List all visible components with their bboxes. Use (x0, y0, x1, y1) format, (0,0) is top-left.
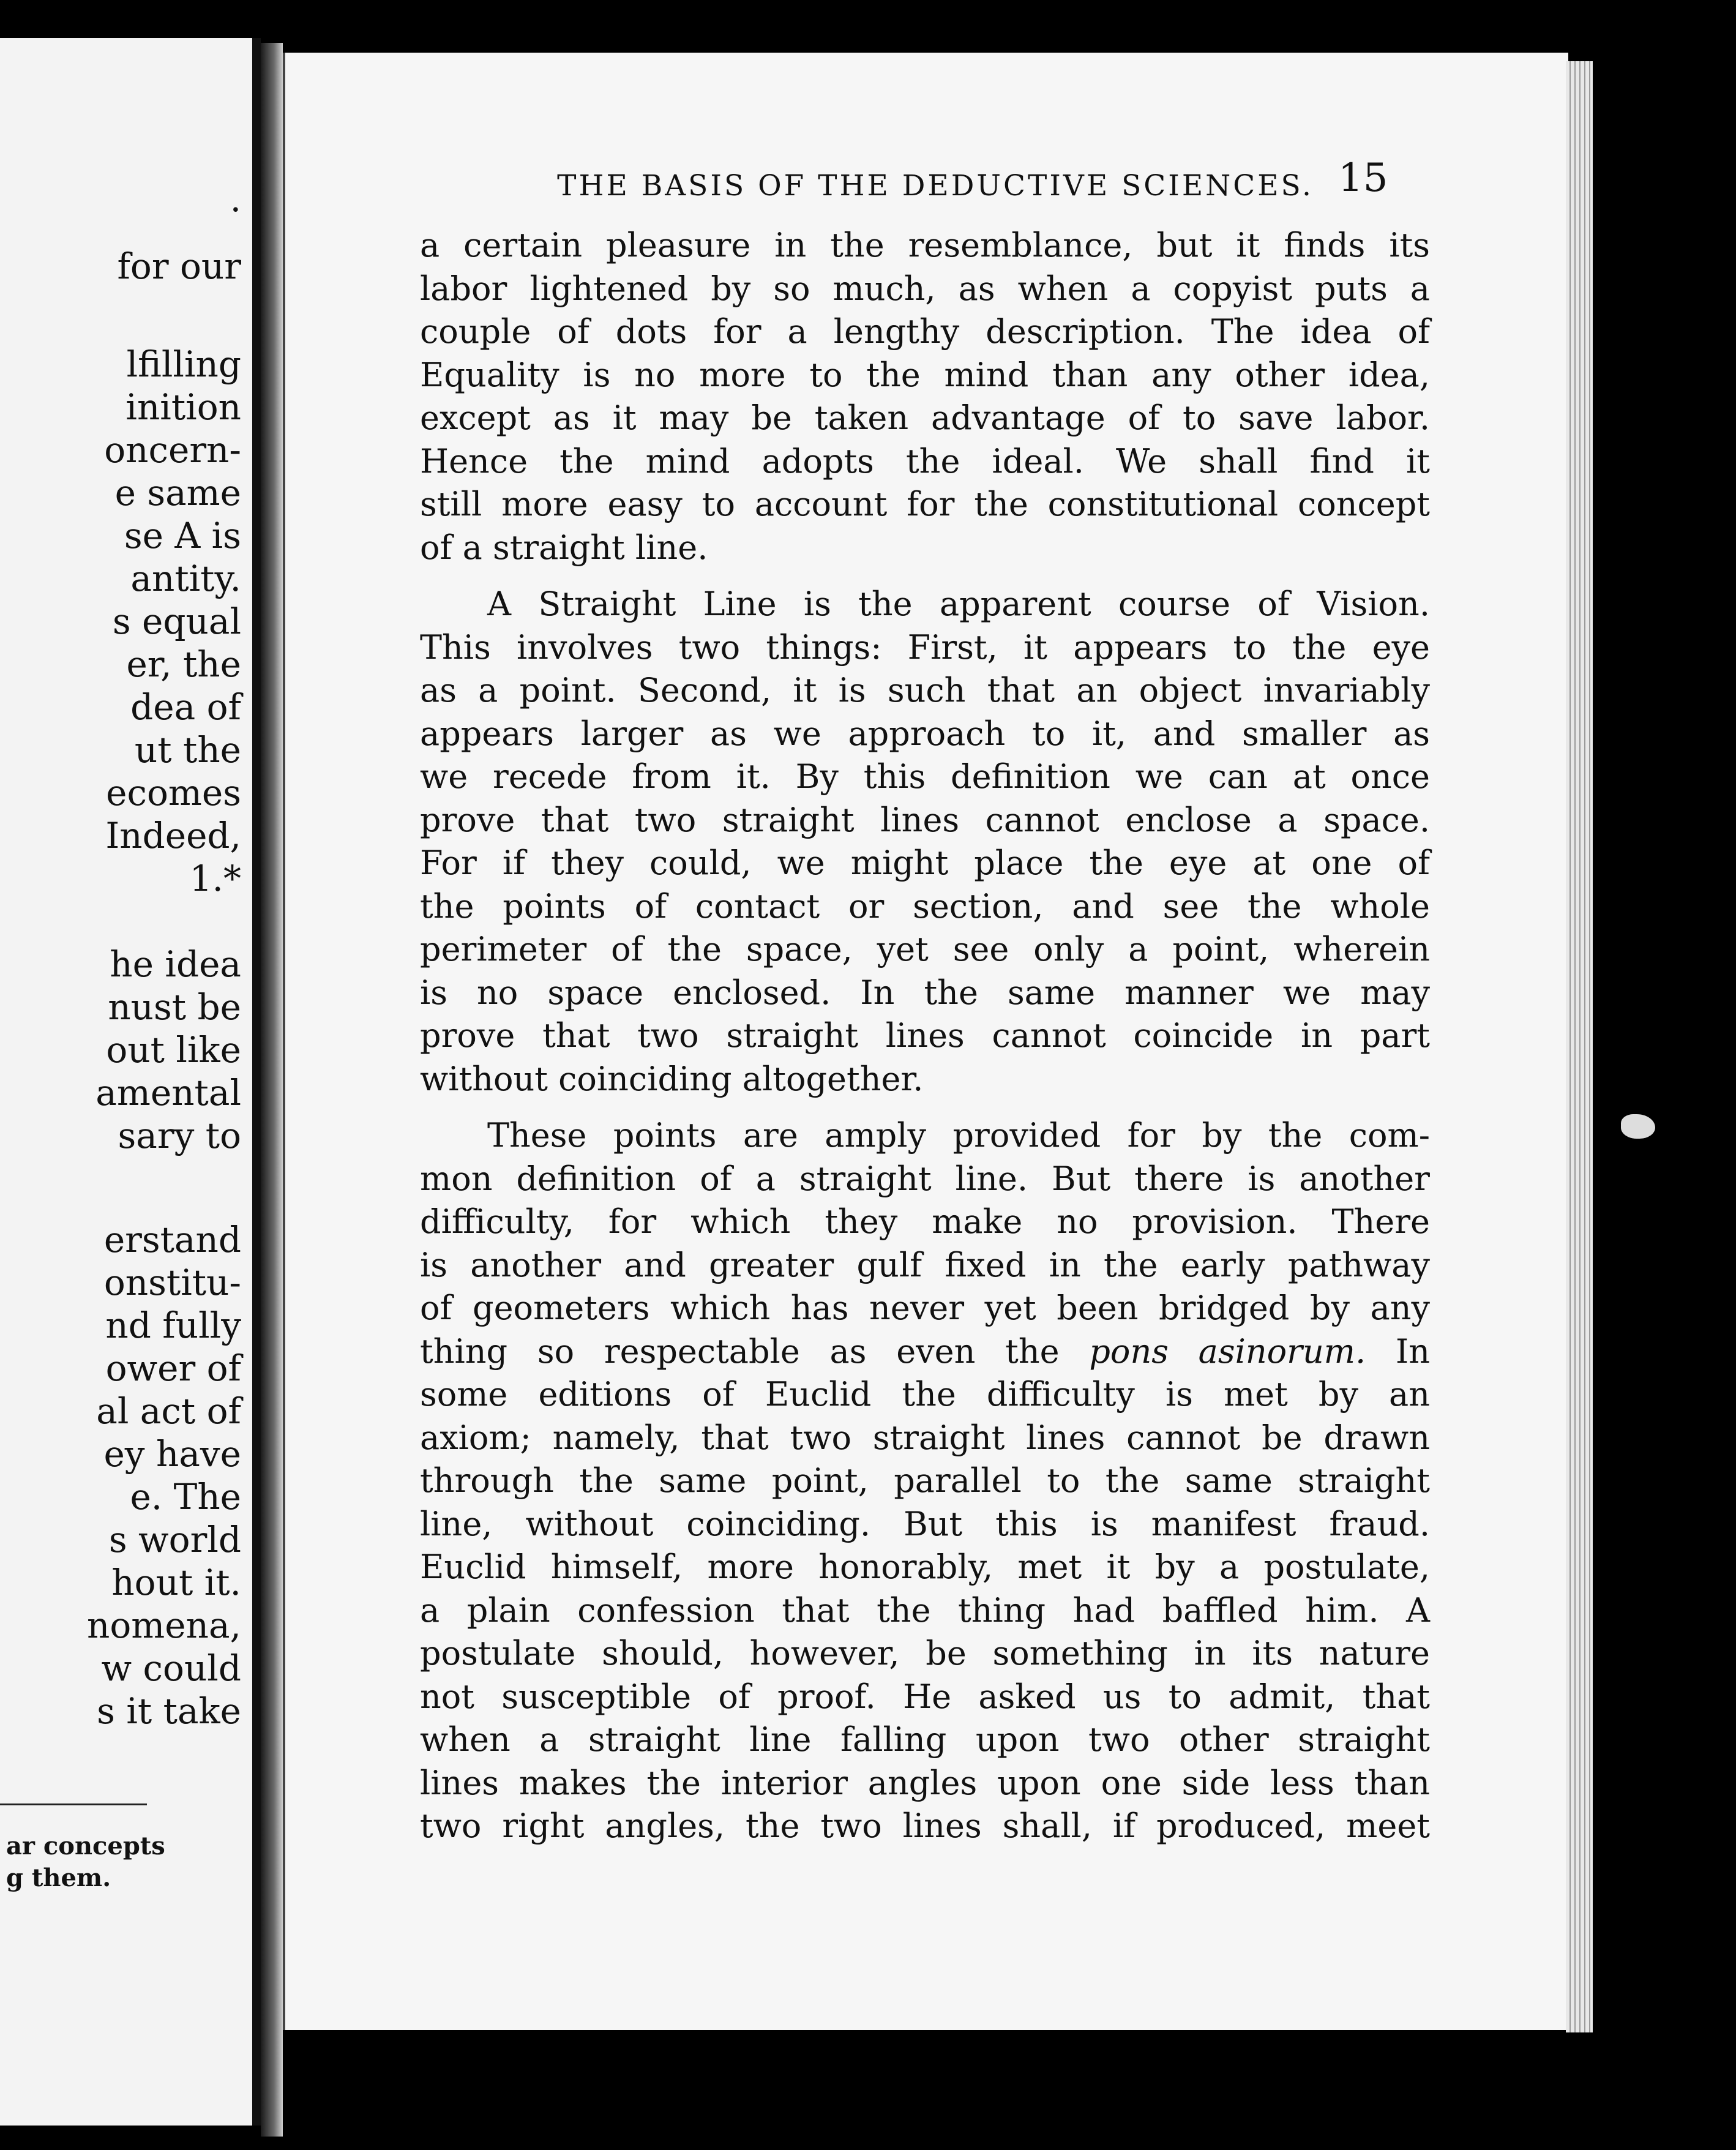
left-page-fragment: nomena, (87, 1605, 241, 1646)
left-page-fragment: onstitu- (103, 1262, 241, 1303)
text-line: line, without coinciding. But this is manifest fraud. (420, 1504, 1430, 1543)
text-line: thing so respectable as even the pons asinorum. In (420, 1332, 1430, 1371)
page-number: 15 (1338, 155, 1388, 201)
text-line: A Straight Line is the apparent course of Vision. (487, 585, 1430, 623)
text-line: Hence the mind adopts the ideal. We shall find it (420, 441, 1430, 481)
text-line: not susceptible of proof. He asked us to admit, that (420, 1677, 1430, 1716)
left-page-fragment: erstand (103, 1219, 241, 1260)
left-page-fragment: e. The (130, 1476, 241, 1518)
text-line: is another and greater gulf fixed in the early pathway (420, 1245, 1430, 1284)
text-line: when a straight line falling upon two other straight (420, 1720, 1430, 1759)
page-edges (1566, 61, 1593, 2032)
left-page-fragment: sary to (118, 1115, 241, 1156)
left-footnote-line: g them. (6, 1863, 111, 1892)
left-page-fragment: ecomes (106, 772, 241, 814)
left-page-fragment: Indeed, (105, 815, 241, 856)
text-line: Equality is no more to the mind than any other idea, (420, 355, 1430, 394)
body-text (420, 224, 1430, 1848)
book-gutter (261, 43, 283, 2137)
right-page (283, 53, 1568, 2030)
text-line: These points are amply provided for by the com- (487, 1116, 1430, 1155)
left-page-fragment: nd fully (105, 1305, 241, 1346)
text-line: we recede from it. By this definition we can at once (420, 757, 1430, 796)
left-page-fragment: ey have (103, 1433, 241, 1475)
text-line: some editions of Euclid the difficulty is met by an (420, 1375, 1430, 1414)
text-line: without coinciding altogether. (420, 1059, 924, 1098)
text-line: This involves two things: First, it appears to the eye (420, 627, 1430, 667)
left-page-fragment: er, the (126, 643, 241, 685)
text-line: still more easy to account for the constitutional concept (420, 485, 1430, 523)
left-page-fragment: e same (114, 472, 241, 514)
text-line: For if they could, we might place the eye at one of (420, 844, 1430, 882)
text-line: perimeter of the space, yet see only a point, wherein (420, 930, 1430, 968)
left-page-fragment: inition (125, 386, 241, 428)
text-line: is no space enclosed. In the same manner we may (420, 973, 1430, 1012)
text-line: appears larger as we approach to it, and smaller as (420, 714, 1430, 753)
left-page-fragment: for our (117, 245, 241, 287)
text-line: two right angles, the two lines shall, if produced, meet (420, 1807, 1430, 1845)
text-line: difficulty, for which they make no provision. There (420, 1202, 1430, 1241)
paper-speck (1621, 1114, 1655, 1139)
running-head: THE BASIS OF THE DEDUCTIVE SCIENCES. (557, 169, 1314, 203)
left-page-fragment: se A is (124, 515, 241, 556)
text-line: prove that two straight lines cannot enclose a space. (420, 800, 1430, 839)
text-line: lines makes the interior angles upon one side less than (420, 1763, 1430, 1802)
text-line: labor lightened by so much, as when a copyist puts a (420, 269, 1430, 308)
text-line: as a point. Second, it is such that an object invariably (420, 671, 1430, 710)
text-line: couple of dots for a lengthy description. The idea of (420, 312, 1430, 351)
left-page-fragment: lfilling (126, 343, 241, 385)
left-facing-page (0, 38, 261, 2126)
text-line: prove that two straight lines cannot coincide in part (420, 1016, 1430, 1055)
text-line: the points of contact or section, and see the whole (420, 886, 1430, 926)
text-line: a plain confession that the thing had baffled him. A (420, 1590, 1430, 1630)
left-page-fragment: al act of (96, 1390, 241, 1432)
italic-phrase: pons asinorum. (1089, 1332, 1366, 1371)
text-line: of geometers which has never yet been bridged by any (420, 1289, 1430, 1327)
left-page-fragment: nust be (108, 986, 241, 1028)
left-page-fragment: out like (106, 1029, 241, 1071)
footnote-rule (0, 1804, 147, 1805)
text-line: axiom; namely, that two straight lines cannot be drawn (420, 1418, 1430, 1457)
text-line: Euclid himself, more honorably, met it by a postulate, (420, 1548, 1430, 1586)
left-page-fragment: s world (108, 1519, 241, 1560)
left-page-fragment: s equal (112, 601, 241, 642)
left-footnote-line: ar concepts (6, 1832, 165, 1860)
text-line: except as it may be taken advantage of to save labor. (420, 399, 1430, 437)
left-page-fragment: . (230, 178, 241, 220)
text-line: mon definition of a straight line. But there is another (420, 1159, 1430, 1198)
left-page-fragment: antity. (130, 558, 241, 599)
text-line: a certain pleasure in the resemblance, but it finds its (420, 226, 1430, 264)
left-page-fragment: dea of (130, 686, 241, 728)
left-page-fragment: s it take (97, 1690, 241, 1732)
left-page-fragment: w could (101, 1647, 241, 1689)
text-line: of a straight line. (420, 528, 708, 567)
left-page-fragment: hout it. (111, 1562, 241, 1603)
left-page-fragment: amental (95, 1072, 241, 1114)
left-page-fragment: he idea (110, 943, 241, 985)
text-line: through the same point, parallel to the same straight (420, 1461, 1430, 1500)
left-page-fragment: oncern- (104, 429, 241, 471)
left-page-fragment: ut the (134, 729, 241, 771)
left-page-fragment: ower of (105, 1347, 241, 1389)
left-page-fragment: 1.* (189, 858, 241, 899)
text-line: postulate should, however, be something in its nature (420, 1634, 1430, 1672)
